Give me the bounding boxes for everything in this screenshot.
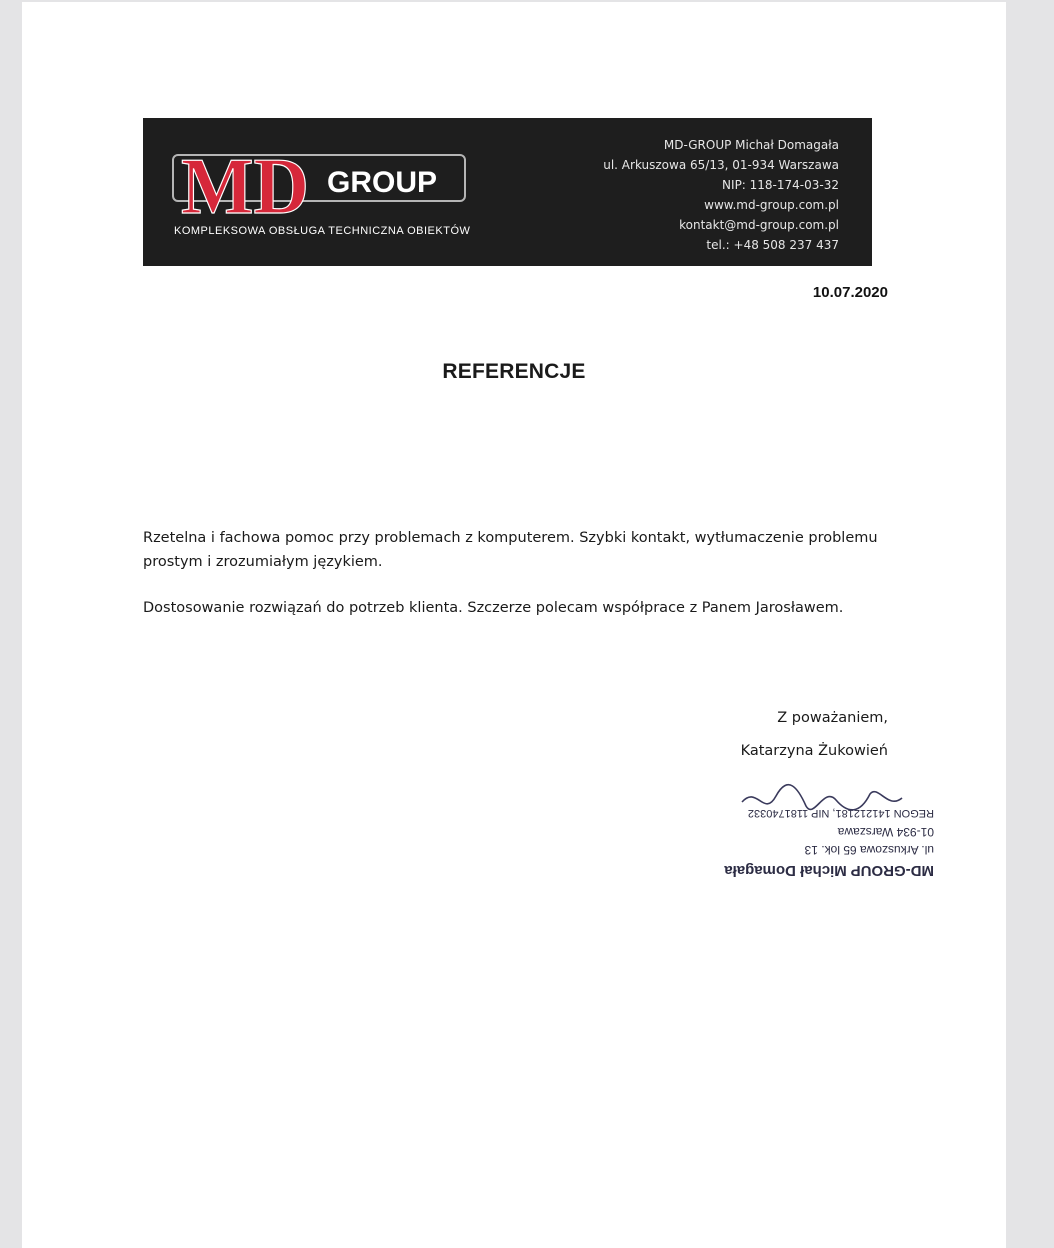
closing-greeting: Z poważaniem, — [777, 710, 888, 726]
company-nip: NIP: 118-174-03-32 — [722, 178, 839, 192]
signatory-name: Katarzyna Żukowień — [740, 743, 888, 759]
document-page — [22, 2, 1006, 1248]
body-paragraph: Rzetelna i fachowa pomoc przy problemach z komputerem. Szybki kontakt, wytłumaczenie problemu prostym i zrozumiałym językiem. — [143, 530, 878, 570]
svg-text:REGON 141212181, NIP 118174033: REGON 141212181, NIP 1181740332 — [747, 807, 934, 819]
svg-text:GROUP: GROUP — [327, 166, 438, 199]
svg-text:MD: MD — [181, 144, 309, 224]
letterhead-tagline: KOMPLEKSOWA OBSŁUGA TECHNICZNA OBIEKTÓW — [174, 225, 471, 237]
svg-text:ul. Arkuszowa 65 lok. 13: ul. Arkuszowa 65 lok. 13 — [804, 843, 934, 857]
svg-text:01-934 Warszawa: 01-934 Warszawa — [837, 825, 934, 839]
company-phone: tel.: +48 508 237 437 — [706, 238, 839, 252]
company-address: ul. Arkuszowa 65/13, 01-934 Warszawa — [603, 158, 839, 172]
md-group-logo — [171, 144, 471, 224]
company-stamp — [702, 780, 942, 880]
svg-text:MD-GROUP Michał Domagała: MD-GROUP Michał Domagała — [724, 862, 934, 879]
company-email: kontakt@md-group.com.pl — [679, 218, 839, 232]
handwritten-signature — [742, 785, 902, 810]
letterhead — [143, 118, 872, 266]
document-title: REFERENCJE — [442, 360, 586, 383]
letter-body — [143, 526, 903, 642]
company-info — [603, 135, 839, 255]
letter-date: 10.07.2020 — [812, 284, 888, 301]
body-paragraph: Dostosowanie rozwiązań do potrzeb klienta. Szczerze polecam współprace z Panem Jarosławem. — [143, 600, 844, 616]
company-website: www.md-group.com.pl — [704, 198, 839, 212]
company-name: MD-GROUP Michał Domagała — [663, 138, 839, 152]
